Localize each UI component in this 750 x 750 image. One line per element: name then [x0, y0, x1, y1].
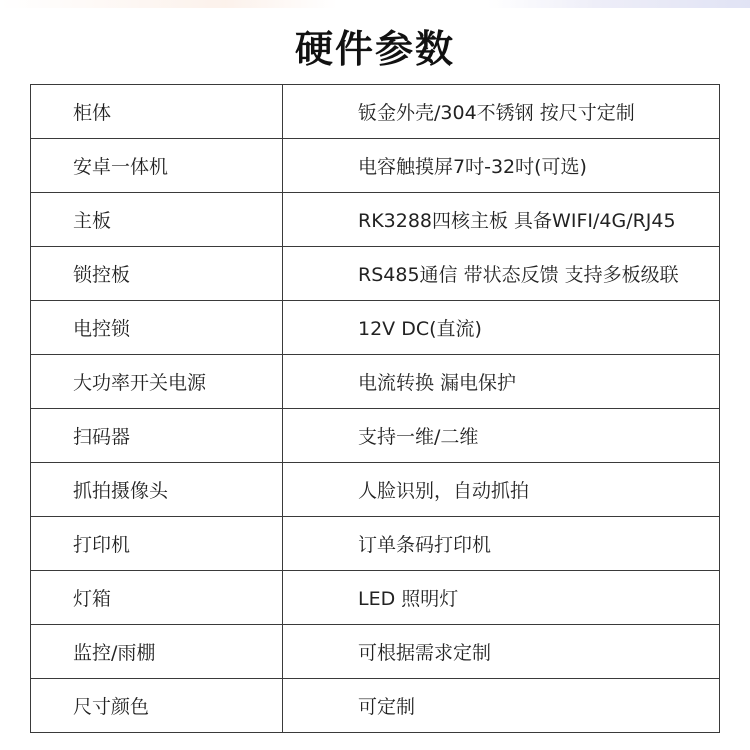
- table-row: [31, 247, 720, 301]
- spec-name-cell: 柜体: [31, 85, 283, 139]
- spec-value-cell: 电流转换 漏电保护: [283, 355, 720, 409]
- spec-name-cell: 锁控板: [31, 247, 283, 301]
- spec-value-cell: 12V DC(直流): [283, 301, 720, 355]
- table-row: [31, 301, 720, 355]
- table-row: [31, 85, 720, 139]
- hardware-spec-table: [30, 84, 720, 733]
- spec-name-cell: 灯箱: [31, 571, 283, 625]
- page-title: 硬件参数: [294, 27, 455, 71]
- spec-name-cell: 抓拍摄像头: [31, 463, 283, 517]
- spec-name-cell: 打印机: [31, 517, 283, 571]
- spec-value-cell: LED 照明灯: [283, 571, 720, 625]
- table-row: [31, 625, 720, 679]
- spec-name-cell: 安卓一体机: [31, 139, 283, 193]
- spec-value-cell: 钣金外壳/304不锈钢 按尺寸定制: [283, 85, 720, 139]
- spec-value-cell: 支持一维/二维: [283, 409, 720, 463]
- spec-value-cell: 可根据需求定制: [283, 625, 720, 679]
- table-row: [31, 463, 720, 517]
- spec-value-cell: RK3288四核主板 具备WIFI/4G/RJ45: [283, 193, 720, 247]
- spec-name-cell: 主板: [31, 193, 283, 247]
- table-row: [31, 355, 720, 409]
- table-row: [31, 517, 720, 571]
- table-row: [31, 679, 720, 733]
- spec-name-cell: 尺寸颜色: [31, 679, 283, 733]
- spec-name-cell: 电控锁: [31, 301, 283, 355]
- spec-value-cell: 人脸识别，自动抓拍: [283, 463, 720, 517]
- top-decorative-strip: [0, 0, 750, 8]
- table-row: [31, 193, 720, 247]
- spec-value-cell: 订单条码打印机: [283, 517, 720, 571]
- spec-name-cell: 大功率开关电源: [31, 355, 283, 409]
- table-row: [31, 409, 720, 463]
- spec-value-cell: RS485通信 带状态反馈 支持多板级联: [283, 247, 720, 301]
- spec-name-cell: 扫码器: [31, 409, 283, 463]
- spec-value-cell: 电容触摸屏7吋-32吋(可选): [283, 139, 720, 193]
- spec-value-cell: 可定制: [283, 679, 720, 733]
- table-row: [31, 571, 720, 625]
- table-row: [31, 139, 720, 193]
- spec-name-cell: 监控/雨棚: [31, 625, 283, 679]
